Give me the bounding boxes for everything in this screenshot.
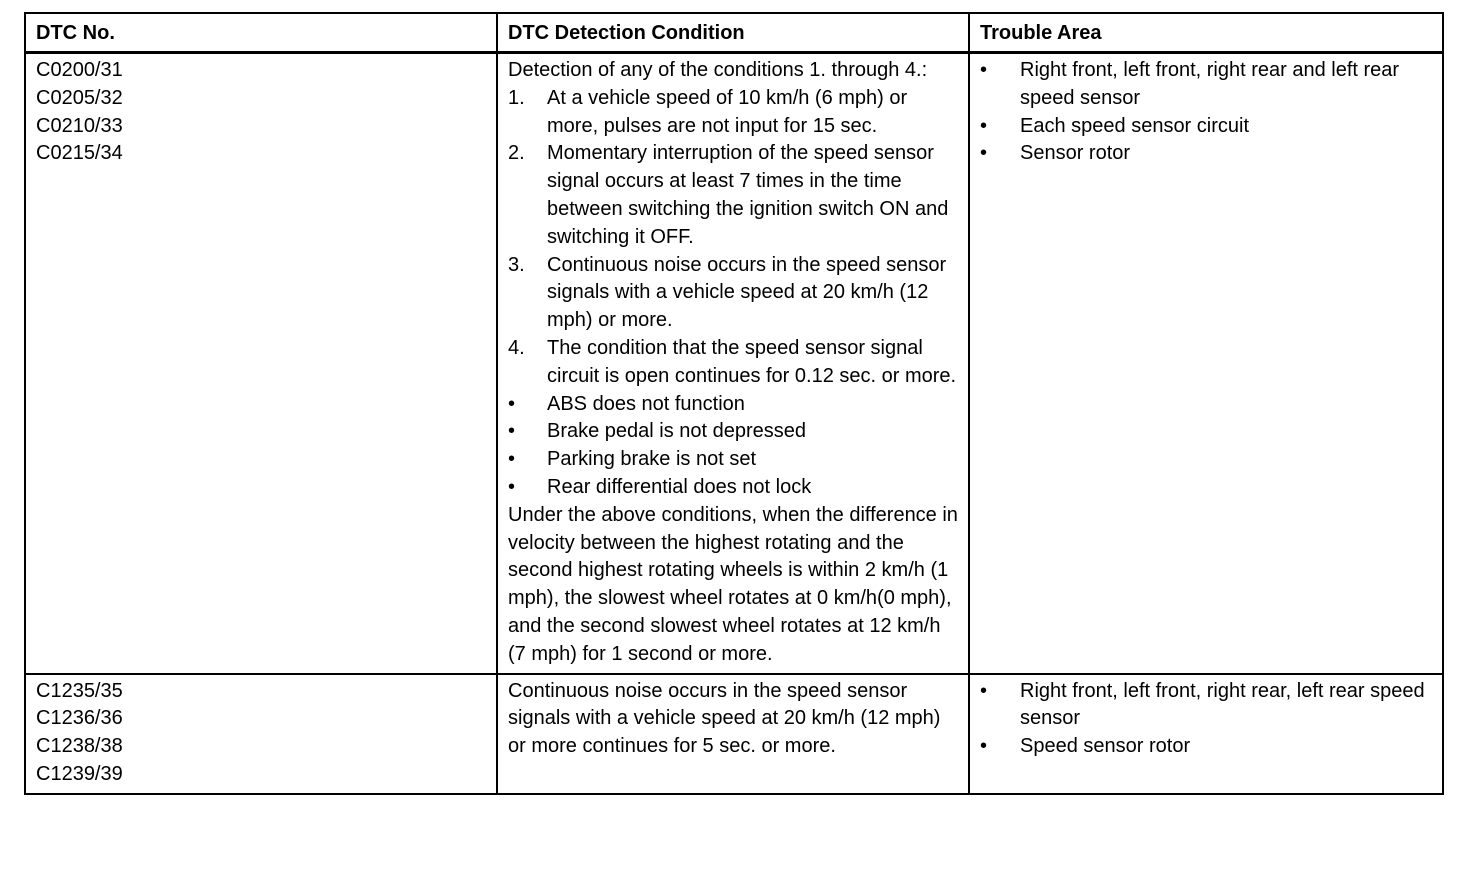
detection-text: Continuous noise occurs in the speed sensor signals with a vehicle speed at 20 km/h (12 mph) or more continues for 5 sec. or more. <box>508 679 941 758</box>
bullet-condition <box>508 446 958 474</box>
bullet-text: Rear differential does not lock <box>547 475 812 498</box>
bullet-icon: • <box>980 142 988 165</box>
bullet-icon: • <box>980 114 988 137</box>
trouble-area-cell <box>969 53 1443 674</box>
dtc-code: C1238/38 <box>36 735 123 758</box>
dtc-code: C0205/32 <box>36 86 123 109</box>
detection-condition-cell <box>497 53 969 674</box>
trouble-item <box>980 678 1432 734</box>
detection-outro: Under the above conditions, when the difference in velocity between the highest rotating and the second highest rotating wheels is within 2 km/h (1 mph), the slowest wheel rotates at 0 km/h(0 mph), and the second slowest wheel rotates at 12 km/h (7 mph) for 1 second or more. <box>508 503 958 665</box>
dtc-codes-cell <box>25 674 497 794</box>
trouble-text: Sensor rotor <box>1020 142 1131 165</box>
bullet-icon: • <box>508 420 516 443</box>
trouble-area-cell <box>969 674 1443 794</box>
bullet-icon: • <box>508 475 516 498</box>
trouble-text: Each speed sensor circuit <box>1020 114 1250 137</box>
trouble-item <box>980 57 1432 113</box>
bullet-icon: • <box>980 735 988 758</box>
trouble-text: Right front, left front, right rear, left rear speed sensor <box>1020 679 1425 730</box>
bullet-condition <box>508 391 958 419</box>
bullet-text: Brake pedal is not depressed <box>547 420 807 443</box>
table-row <box>25 53 1443 674</box>
dtc-code: C0210/33 <box>36 114 123 137</box>
bullet-icon: • <box>980 679 988 702</box>
dtc-codes-cell <box>25 53 497 674</box>
dtc-code: C1235/35 <box>36 679 123 702</box>
bullet-condition <box>508 474 958 502</box>
condition-text: At a vehicle speed of 10 km/h (6 mph) or more, pulses are not input for 15 sec. <box>547 86 908 137</box>
trouble-text: Right front, left front, right rear and left rear speed sensor <box>1020 59 1400 109</box>
trouble-text: Speed sensor rotor <box>1020 735 1191 758</box>
bullet-condition <box>508 418 958 446</box>
condition-number: 4. <box>508 336 525 359</box>
dtc-code: C1236/36 <box>36 707 123 730</box>
detection-condition-cell <box>497 674 969 794</box>
condition-text: The condition that the speed sensor signal circuit is open continues for 0.12 sec. or more. <box>547 336 957 387</box>
header-detection-condition: DTC Detection Condition <box>497 13 969 53</box>
table-header-row <box>25 13 1443 53</box>
bullet-icon: • <box>508 448 516 471</box>
trouble-item <box>980 140 1432 168</box>
condition-text: Momentary interruption of the speed sensor signal occurs at least 7 times in the time between switching the ignition switch ON and switching it OFF. <box>547 142 949 248</box>
numbered-condition <box>508 140 958 251</box>
bullet-text: ABS does not function <box>547 392 745 415</box>
detection-intro: Detection of any of the conditions 1. through 4.: <box>508 59 928 81</box>
dtc-code: C1239/39 <box>36 762 123 785</box>
numbered-condition <box>508 335 958 391</box>
trouble-item <box>980 733 1432 761</box>
numbered-condition <box>508 85 958 141</box>
header-trouble-area: Trouble Area <box>969 13 1443 53</box>
table-row <box>25 674 1443 794</box>
bullet-text: Parking brake is not set <box>547 448 756 471</box>
bullet-icon: • <box>980 59 988 81</box>
bullet-icon: • <box>508 392 516 415</box>
numbered-condition <box>508 252 958 335</box>
condition-number: 2. <box>508 142 525 165</box>
condition-number: 1. <box>508 86 525 109</box>
condition-text: Continuous noise occurs in the speed sensor signals with a vehicle speed at 20 km/h (12 mph) or more. <box>547 253 947 332</box>
header-dtc-no: DTC No. <box>25 13 497 53</box>
condition-number: 3. <box>508 253 525 276</box>
dtc-table <box>24 12 1444 795</box>
dtc-code: C0200/31 <box>36 59 123 81</box>
dtc-code: C0215/34 <box>36 142 123 165</box>
trouble-item <box>980 113 1432 141</box>
